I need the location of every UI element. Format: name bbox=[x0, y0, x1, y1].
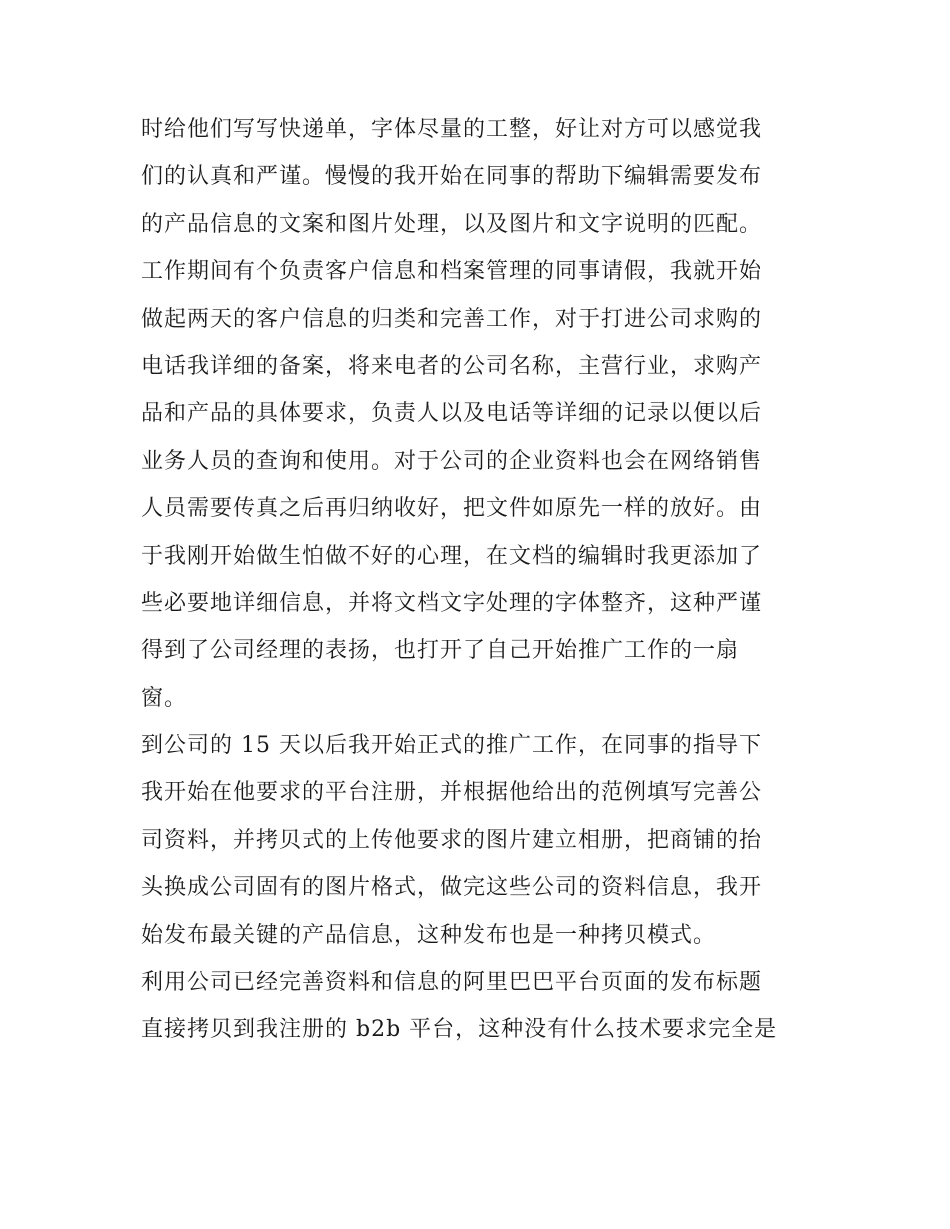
text-line: 们的认真和严谨。慢慢的我开始在同事的帮助下编辑需要发布 bbox=[141, 164, 763, 190]
text-line: 时给他们写写快递单，字体尽量的工整，好让对方可以感觉我 bbox=[141, 117, 763, 142]
text-line: 始发布最关键的产品信息，这种发布也是一种拷贝模式。 bbox=[141, 922, 717, 948]
text-line: 得到了公司经理的表扬，也打开了自己开始推广工作的一扇 bbox=[141, 638, 740, 664]
body-text bbox=[141, 106, 821, 1054]
text-line: 业务人员的查询和使用。对于公司的企业资料也会在网络销售 bbox=[141, 448, 763, 474]
text-line: 工作期间有个负责客户信息和档案管理的同事请假，我就开始 bbox=[141, 259, 763, 285]
text-line: 的产品信息的文案和图片处理，以及图片和文字说明的匹配。 bbox=[141, 211, 763, 237]
text-line: 到公司的 15 天以后我开始正式的推广工作，在同事的指导下 bbox=[141, 733, 762, 759]
text-line: 利用公司已经完善资料和信息的阿里巴巴平台页面的发布标题 bbox=[141, 970, 763, 996]
text-line: 些必要地详细信息，并将文档文字处理的字体整齐，这种严谨 bbox=[141, 590, 763, 616]
text-line: 于我刚开始做生怕做不好的心理，在文档的编辑时我更添加了 bbox=[141, 543, 763, 569]
text-line: 人员需要传真之后再归纳收好，把文件如原先一样的放好。由 bbox=[141, 496, 763, 522]
text-line: 电话我详细的备案，将来电者的公司名称，主营行业，求购产 bbox=[141, 353, 763, 379]
text-line: 司资料，并拷贝式的上传他要求的图片建立相册，把商铺的抬 bbox=[141, 827, 763, 853]
text-line: 我开始在他要求的平台注册，并根据他给出的范例填写完善公 bbox=[141, 780, 763, 806]
text-line: 头换成公司固有的图片格式，做完这些公司的资料信息，我开 bbox=[141, 875, 763, 901]
text-line: 窗。 bbox=[141, 685, 188, 711]
text-line: 直接拷贝到我注册的 b2b 平台，这种没有什么技术要求完全是 bbox=[141, 1017, 778, 1043]
text-line: 品和产品的具体要求，负责人以及电话等详细的记录以便以后 bbox=[141, 401, 763, 427]
text-line: 做起两天的客户信息的归类和完善工作，对于打进公司求购的 bbox=[141, 306, 763, 332]
